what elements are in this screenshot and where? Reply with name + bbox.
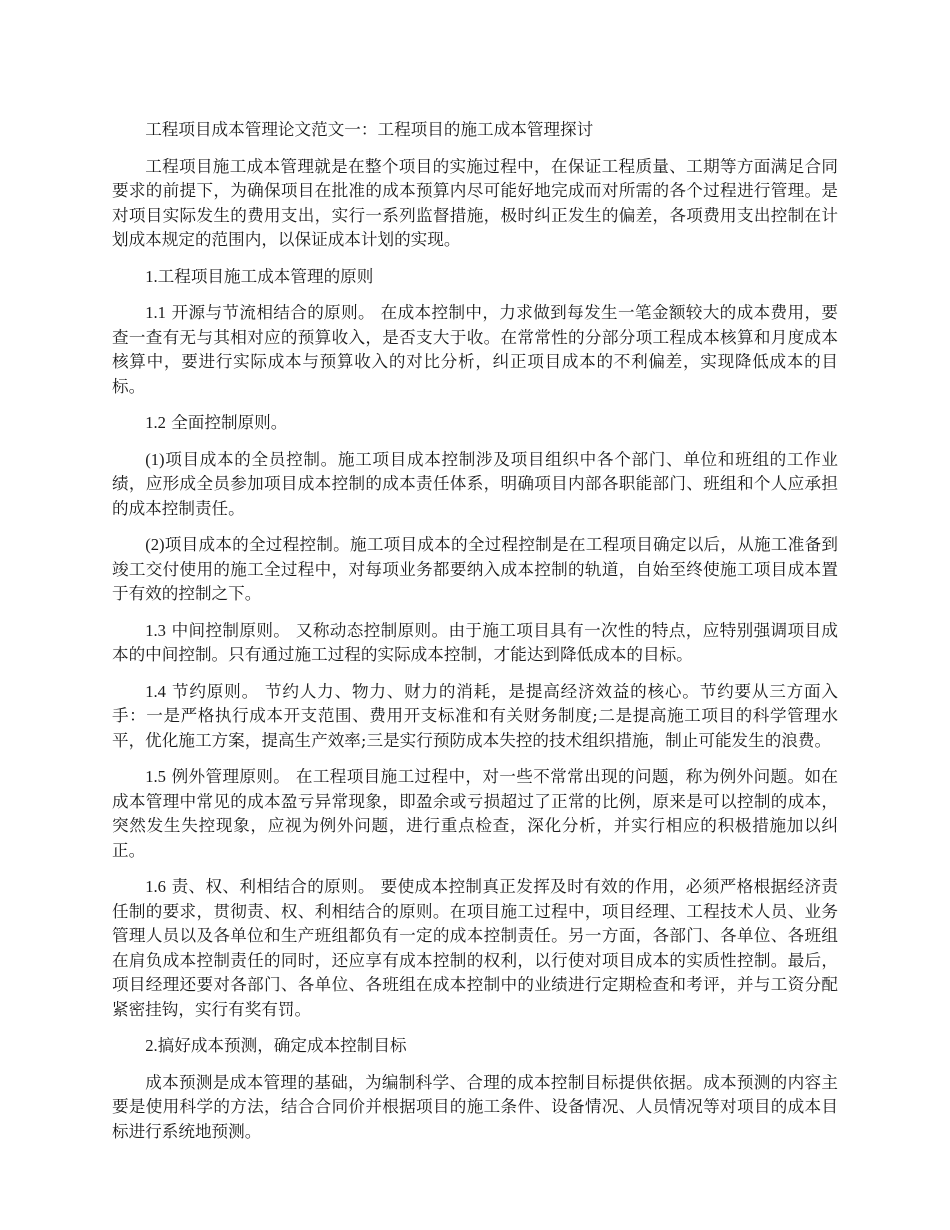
section-number: 2. xyxy=(145,1036,158,1055)
paragraph-1-4 xyxy=(112,680,838,754)
section-heading-text: 全面控制原则。 xyxy=(171,413,288,432)
paragraph-text: 成本预测是成本管理的基础，为编制科学、合理的成本控制目标提供依据。成本预测的内容主要是使用科学的方法，结合合同价并根据项目的施工条件、设备情况、人员情况等对项目的成本目标进行系统地预测。 xyxy=(112,1072,838,1141)
document-title: 工程项目成本管理论文范文一：工程项目的施工成本管理探讨 xyxy=(145,120,594,139)
paragraph-text: 责、权、利相结合的原则。 要使成本控制真正发挥及时有效的作用，必须严格根据经济责任制的要求，贯彻责、权、利相结合的原则。在项目施工过程中，项目经理、工程技术人员、业务管理人员以及各单位和生产班组都负有一定的成本控制责任。另一方面，各部门、各单位、各班组在肩负成本控制责任的同时，还应享有成本控制的权利，以行使对项目成本的实质性控制。最后，项目经理还要对各部门、各单位、各班组在成本控制中的业绩进行定期检查和考评，并与工资分配紧密挂钩，实行有奖有罚。 xyxy=(112,877,838,1019)
section-heading-2 xyxy=(112,1034,838,1059)
item-number: (2) xyxy=(145,535,165,554)
paragraph-1-3 xyxy=(112,619,838,668)
section-number: 1.3 xyxy=(145,620,166,640)
paragraph-1-5 xyxy=(112,765,838,863)
paragraph-text: 工程项目施工成本管理就是在整个项目的实施过程中，在保证工程质量、工期等方面满足合同要求的前提下，为确保项目在批准的成本预算内尽可能好地完成而对所需的各个过程进行管理。是对项目实际发生的费用支出，实行一系列监督措施，极时纠正发生的偏差，各项费用支出控制在计划成本规定的范围内，以保证成本计划的实现。 xyxy=(112,156,838,249)
paragraph-1-6 xyxy=(112,875,838,1022)
section-number: 1. xyxy=(145,266,158,286)
paragraph-1-2-2 xyxy=(112,533,838,607)
section-heading-text: 搞好成本预测，确定成本控制目标 xyxy=(157,1036,407,1055)
paragraph-text: 开源与节流相结合的原则。 在成本控制中，力求做到每发生一笔金额较大的成本费用，要查一查有无与其相对应的预算收入，是否支大于收。在常常性的分部分项工程成本核算和月度成本核算中，要进行实际成本与预算收入的对比分析，纠正项目成本的不利偏差，实现降低成本的目标。 xyxy=(112,303,838,396)
paragraph-text: 中间控制原则。 又称动态控制原则。由于施工项目具有一次性的特点，应特别强调项目成本的中间控制。只有通过施工过程的实际成本控制，才能达到降低成本的目标。 xyxy=(112,620,838,664)
paragraph-intro xyxy=(112,155,838,253)
section-number: 1.1 xyxy=(145,303,166,322)
paragraph-2-body xyxy=(112,1071,838,1145)
section-number: 1.6 xyxy=(145,877,166,896)
section-heading-1 xyxy=(112,265,838,290)
section-heading-1-2 xyxy=(112,411,838,436)
paragraph-1-1 xyxy=(112,301,838,399)
section-number: 1.4 xyxy=(145,681,166,701)
item-number: (1) xyxy=(145,449,165,469)
paragraph-text: 项目成本的全员控制。施工项目成本控制涉及项目组织中各个部门、单位和班组的工作业绩，应形成全员参加项目成本控制的成本责任体系，明确项目内部各职能部门、班组和个人应承担的成本控制责任。 xyxy=(112,449,838,518)
paragraph-text: 项目成本的全过程控制。施工项目成本的全过程控制是在工程项目确定以后，从施工准备到竣工交付使用的施工全过程中，对每项业务都要纳入成本控制的轨道，自始至终使施工项目成本置于有效的控制之下。 xyxy=(112,535,838,603)
section-number: 1.5 xyxy=(145,767,166,786)
section-heading-text: 工程项目施工成本管理的原则 xyxy=(157,266,374,286)
paragraph-text: 例外管理原则。 在工程项目施工过程中，对一些不常常出现的问题，称为例外问题。如在成本管理中常见的成本盈亏异常现象，即盈余或亏损超过了正常的比例，原来是可以控制的成本，突然发生失控现象，应视为例外问题，进行重点检查，深化分析，并实行相应的积极措施加以纠正。 xyxy=(112,767,838,860)
document-page xyxy=(112,118,838,1156)
section-number: 1.2 xyxy=(145,413,166,432)
paragraph-1-2-1 xyxy=(112,448,838,522)
paragraph-text: 节约原则。 节约人力、物力、财力的消耗，是提高经济效益的核心。节约要从三方面入手：一是严格执行成本开支范围、费用开支标准和有关财务制度;二是提高施工项目的科学管理水平，优化施工方案，提高生产效率;三是实行预防成本失控的技术组织措施，制止可能发生的浪费。 xyxy=(112,681,838,750)
